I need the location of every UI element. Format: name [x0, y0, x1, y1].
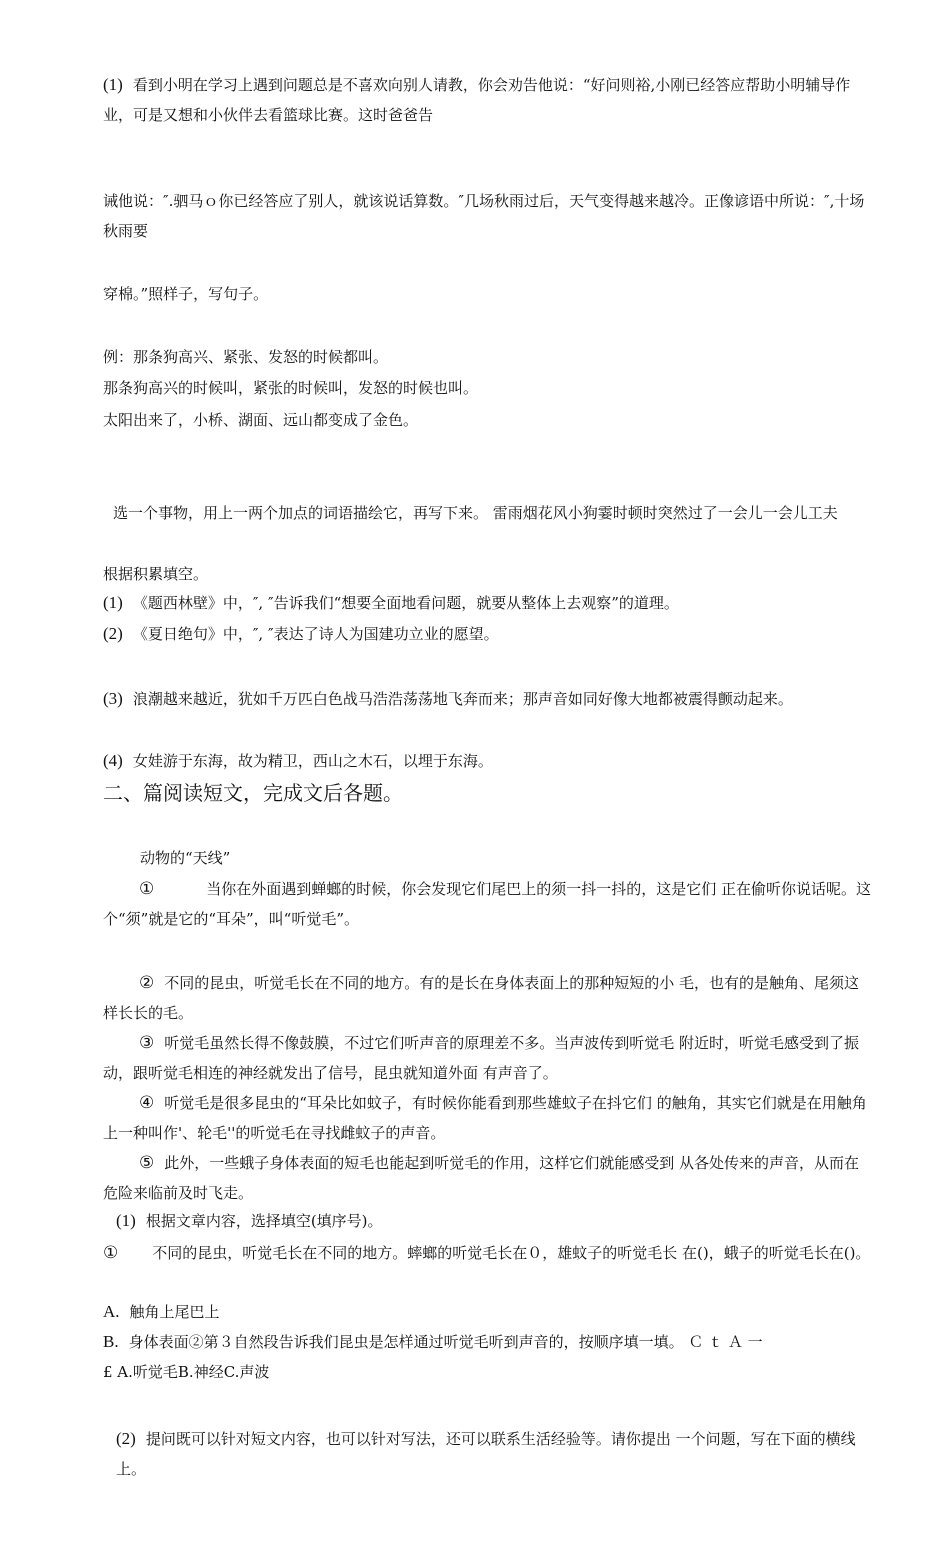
example-line [103, 346, 388, 368]
instruction-line [103, 283, 268, 305]
article-paragraph-4 [103, 1088, 873, 1148]
section-heading [103, 782, 403, 804]
order-options [103, 1361, 269, 1383]
item-number: (3) [103, 689, 123, 708]
paragraph-text: 浪潮越来越近，犹如千万匹白色战马浩浩荡荡地飞奔而来；那声音如同好像大地都被震得颤动起来。 [132, 690, 793, 708]
paragraph-text: 《题西林壁》中，″, ″告诉我们“想要全面地看问题，就要从整体上去观察”的道理。 [132, 594, 679, 612]
fill-item-3 [103, 684, 873, 714]
paragraph-text: 根据文章内容，选择填空(填序号)。 [145, 1212, 383, 1230]
paragraph-marker: ⑤ [139, 1153, 155, 1172]
paragraph-text: 《夏日绝句》中，″, ″表达了诗人为国建功立业的愿望。 [132, 625, 499, 643]
item-number: (4) [103, 751, 123, 770]
paragraph-text: 提问既可以针对短文内容，也可以针对写法，还可以联系生活经验等。请你提出 一个问题，写在下面的横线上。 [116, 1430, 856, 1478]
item-number: ① [103, 1243, 119, 1262]
item-number: (1) [116, 1211, 136, 1230]
article-title-text: 动物的“天线” [140, 849, 231, 867]
option-text: 身体表面②第３自然段告诉我们昆虫是怎样通过听觉毛听到声音的，按顺序填一填。 Ｃ ｔ Ａ 一 [128, 1333, 763, 1351]
paragraph-proverb [103, 186, 873, 246]
option-b [103, 1331, 763, 1353]
paragraph-text: 听觉毛是很多昆虫的“耳朵比如蚊子，有时候你能看到那些雄蚊子在抖它们 的触角，其实它们就是在用触角上一种叫作'、轮毛''的听觉毛在寻找雌蚊子的声音。 [103, 1094, 867, 1142]
paragraph-text: 那条狗高兴的时候叫，紧张的时候叫，发怒的时候也叫。 [103, 379, 479, 397]
fill-item-4 [103, 750, 493, 772]
article-title [140, 847, 230, 869]
paragraph-text: 例：那条狗高兴、紧张、发怒的时候都叫。 [103, 348, 389, 366]
fill-item-2 [103, 623, 499, 645]
exercise-sentence [103, 409, 418, 431]
paragraph-text: 此外，一些蛾子身体表面的短毛也能起到听觉毛的作用，这样它们就能感受到 从各处传来的声音，从而在危险来临前及时飞走。 [103, 1154, 860, 1202]
example-answer-line [103, 377, 478, 399]
paragraph-text: £ A.听觉毛B.神经C.声波 [103, 1363, 270, 1381]
item-number: (1) [103, 75, 123, 94]
paragraph-marker: ④ [139, 1093, 155, 1112]
paragraph-text: 穿棉。”照样子，写句子。 [103, 285, 269, 303]
paragraph-text: 当你在外面遇到蝉螂的时候，你会发现它们尾巴上的须一抖一抖的，这是它们 正在偷听你说话呢。这个“须”就是它的“耳朵”，叫“听觉毛”。 [103, 880, 872, 928]
sub-question-1 [116, 1210, 383, 1232]
paragraph-marker: ① [139, 879, 155, 898]
item-number: (2) [116, 1429, 136, 1448]
item-number: (2) [103, 624, 123, 643]
paragraph-marker: ② [139, 973, 155, 992]
article-paragraph-1 [103, 874, 873, 934]
paragraph-text: 女娃游于东海，故为精卫，西山之木石，以埋于东海。 [132, 752, 493, 770]
article-paragraph-3 [103, 1028, 873, 1088]
paragraph-text: 不同的昆虫，听觉毛长在不同的地方。蟀螂的听觉毛长在０，雄蚊子的听觉毛长 在()，蛾子的听觉毛长在()。 [152, 1244, 871, 1262]
fill-item-1 [103, 592, 679, 614]
paragraph-text: 听觉毛虽然长得不像鼓膜，不过它们听声音的原理差不多。当声波传到听觉毛 附近时，听觉毛感受到了振动，跟听觉毛相连的神经就发出了信号，昆虫就知道外面 有声音了。 [103, 1034, 860, 1082]
item-number: (1) [103, 593, 123, 612]
paragraph-text: 诫他说：″.驷马ｏ你已经答应了别人，就该说话算数。″几场秋雨过后，天气变得越来越冷。正像谚语中所说：″,十场秋雨要 [103, 192, 865, 240]
paragraph-text: 根据积累填空。 [103, 565, 209, 583]
paragraph-text: 选一个事物，用上一两个加点的词语描绘它，再写下来。 雷雨烟花风小狗霎时顿时突然过了一会儿一会儿工夫 [113, 504, 838, 522]
option-letter: A. [103, 1302, 120, 1321]
sub-question-2 [116, 1424, 876, 1484]
article-paragraph-5 [103, 1148, 873, 1208]
paragraph-text: 太阳出来了，小桥、湖面、远山都变成了金色。 [103, 411, 419, 429]
article-paragraph-2 [103, 968, 873, 1028]
describe-task [113, 498, 875, 528]
fill-blank-heading [103, 563, 208, 585]
paragraph-text: 不同的昆虫，听觉毛长在不同的地方。有的是长在身体表面上的那种短短的小 毛，也有的是触角、尾须这样长长的毛。 [103, 974, 860, 1022]
sub-question-1-item [103, 1238, 873, 1268]
option-letter: B. [103, 1332, 119, 1351]
option-text: 触角上尾巴上 [129, 1303, 220, 1321]
question-1-paragraph [103, 70, 873, 130]
section-title: 二、篇阅读短文，完成文后各题。 [103, 781, 403, 805]
paragraph-text: 看到小明在学习上遇到问题总是不喜欢向别人请教，你会劝告他说：“好问则裕,小刚已经答应帮助小明辅导作业，可是又想和小伙伴去看篮球比赛。这时爸爸告 [103, 76, 851, 124]
paragraph-marker: ③ [139, 1033, 155, 1052]
option-a [103, 1301, 220, 1323]
